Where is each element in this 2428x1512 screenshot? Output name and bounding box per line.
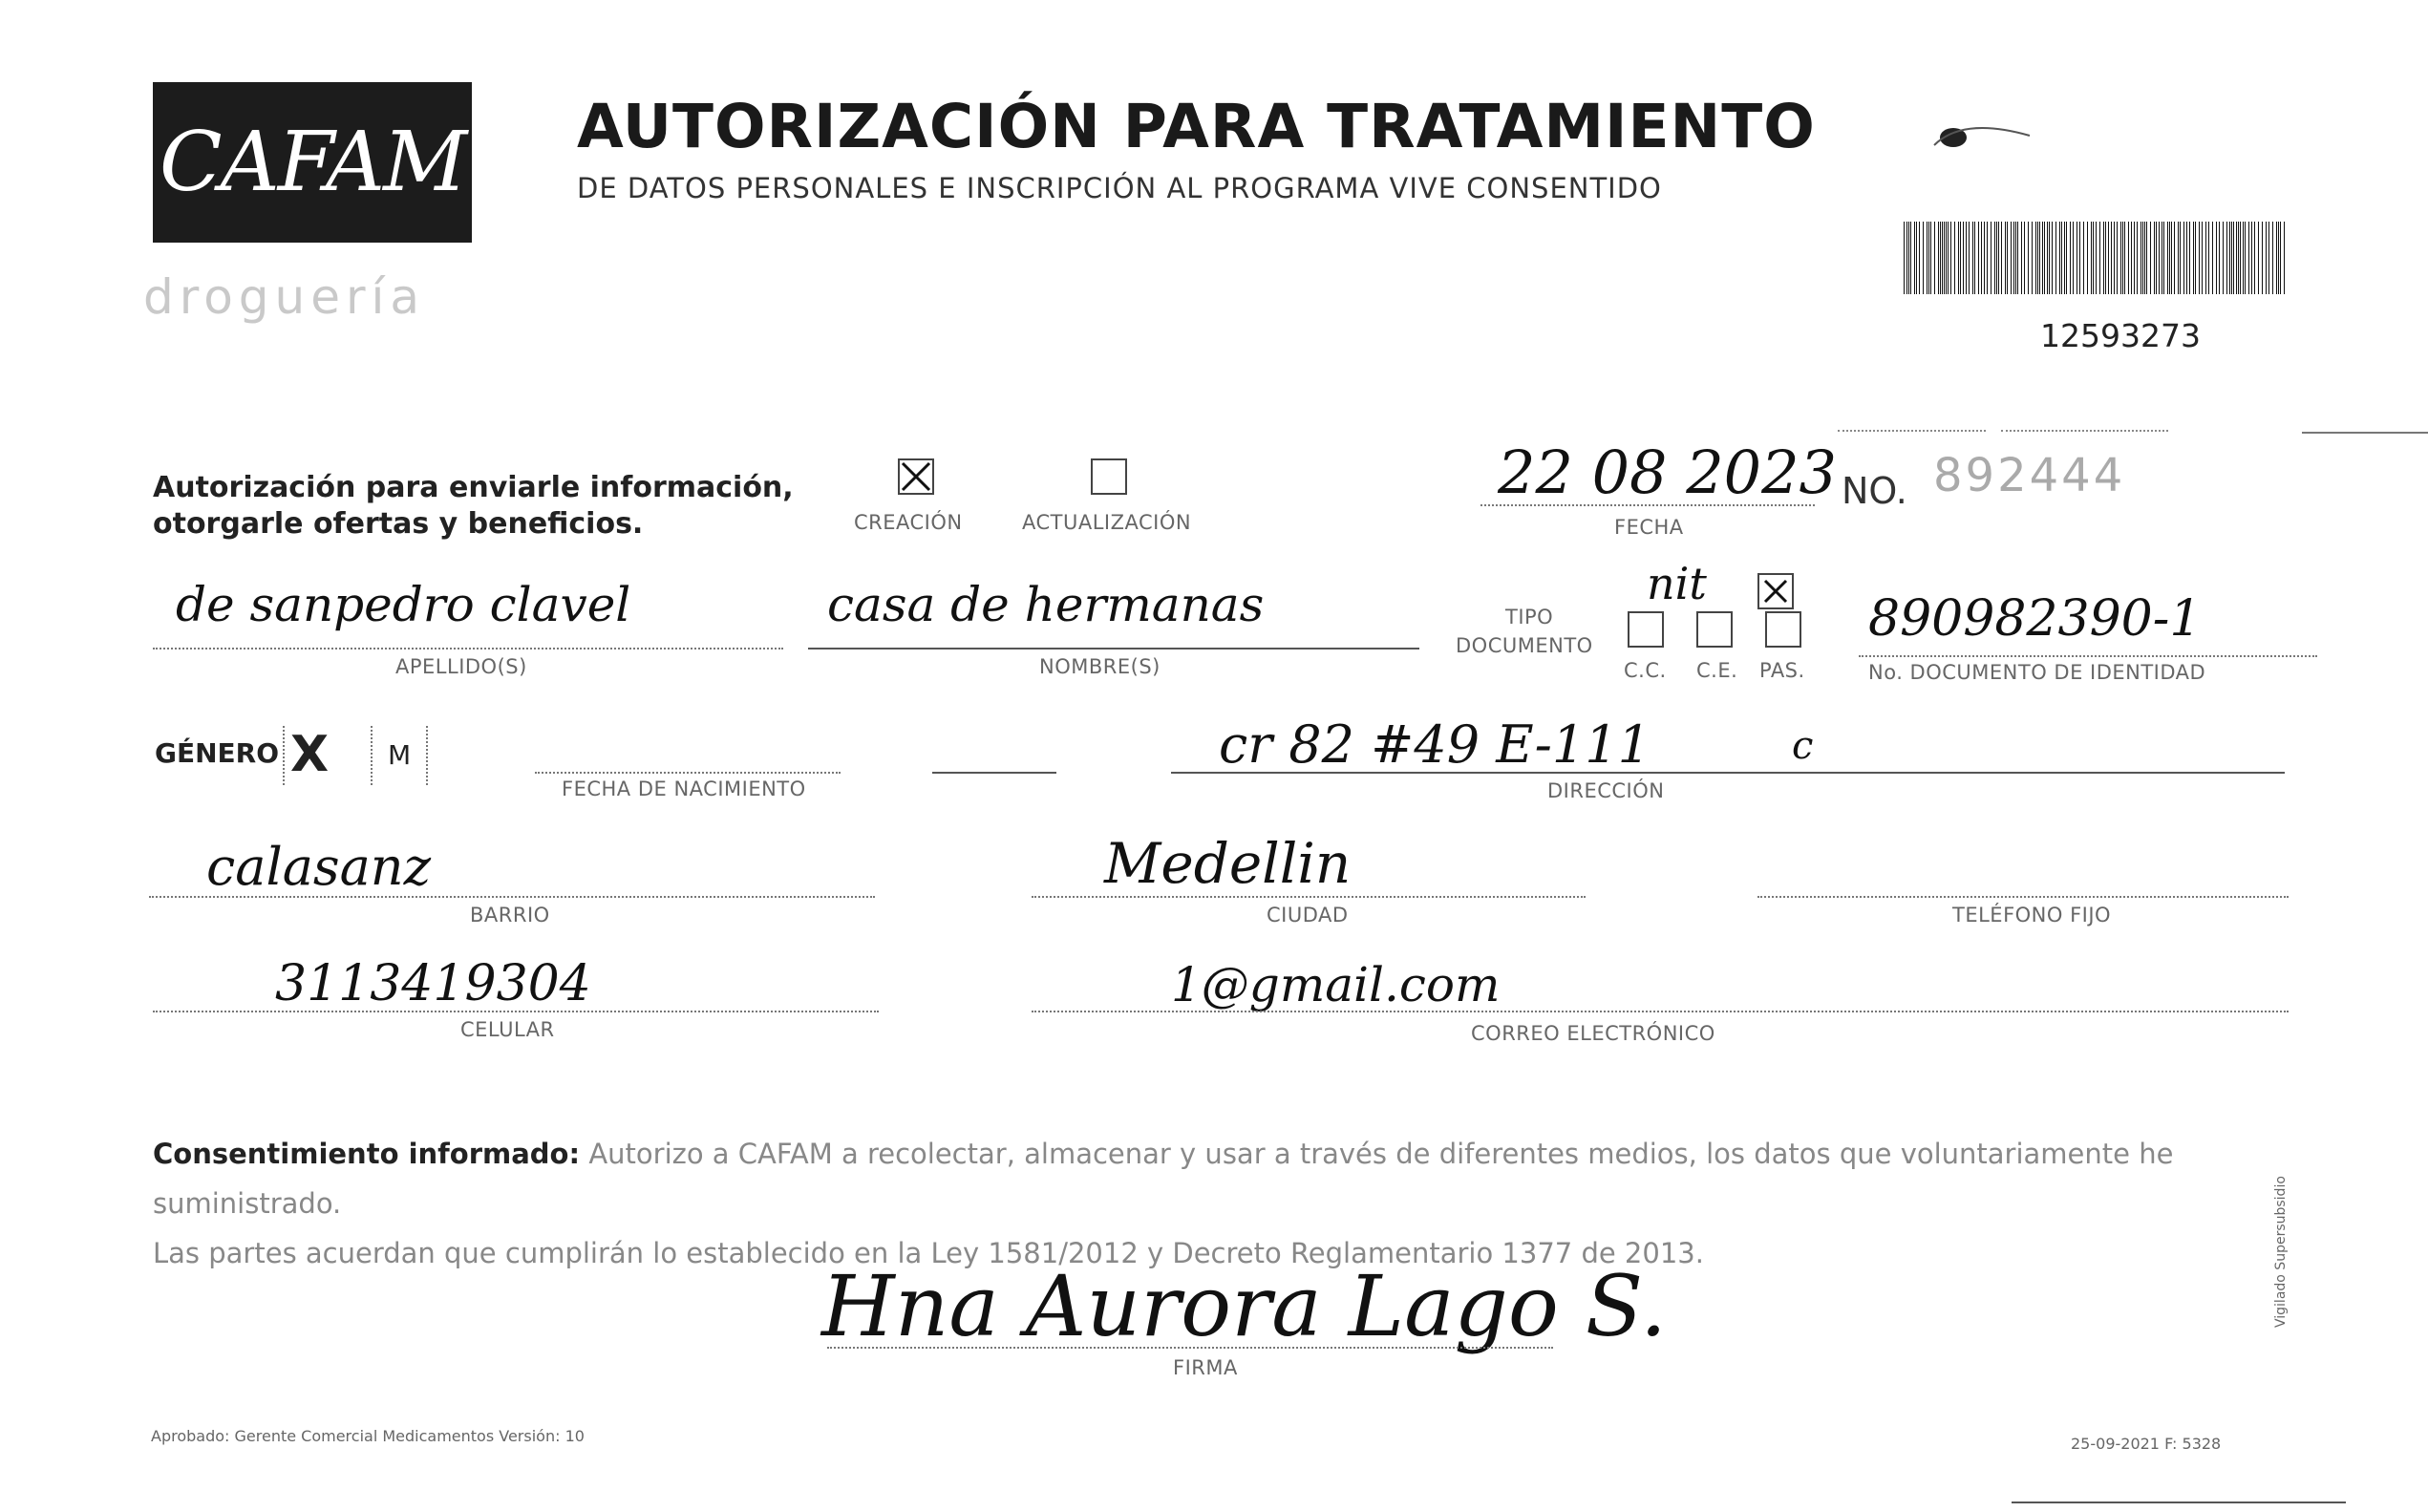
barrio-value[interactable]: calasanz <box>206 837 432 897</box>
signature: Hna Aurora Lago S. <box>821 1257 1667 1355</box>
cc-label: C.C. <box>1624 659 1667 682</box>
apellidos-label: APELLIDO(S) <box>395 655 527 678</box>
address-extra: c <box>1792 724 1814 768</box>
actualizacion-label: ACTUALIZACIÓN <box>1022 511 1192 534</box>
eye-logo-icon <box>1925 117 2039 159</box>
barcode-number: 12593273 <box>2040 317 2201 354</box>
address-label: DIRECCIÓN <box>1547 779 1665 802</box>
documento-label: DOCUMENTO <box>1456 634 1593 657</box>
nit-checkbox[interactable] <box>1757 573 1794 609</box>
genero-m-label[interactable]: M <box>388 739 412 771</box>
ciudad-value[interactable]: Medellin <box>1104 831 1352 896</box>
apellidos-value[interactable]: de sanpedro clavel <box>176 577 631 632</box>
cc-checkbox[interactable] <box>1628 611 1664 648</box>
authorization-text <box>153 470 794 543</box>
birth-date-label: FECHA DE NACIMIENTO <box>562 777 806 800</box>
date-value[interactable]: 22 08 2023 <box>1498 437 1837 507</box>
actualizacion-checkbox[interactable] <box>1091 458 1127 495</box>
authorization-line-2: otorgarle ofertas y beneficios. <box>153 507 644 541</box>
consent-line-1 <box>153 1129 2292 1228</box>
consent-heading: Consentimiento informado: <box>153 1138 581 1170</box>
ce-checkbox[interactable] <box>1696 611 1733 648</box>
vertical-footer-text: Vigilado Supersubsidio <box>2273 1176 2289 1328</box>
email-label: CORREO ELECTRÓNICO <box>1471 1022 1715 1045</box>
faint-brand-text: droguería <box>143 269 426 325</box>
barcode <box>1904 222 2288 294</box>
pas-label: PAS. <box>1759 659 1805 682</box>
cafam-logo <box>153 82 472 243</box>
page-title: AUTORIZACIÓN PARA TRATAMIENTO <box>577 92 1816 161</box>
page-subtitle: DE DATOS PERSONALES E INSCRIPCIÓN AL PROGRAMA VIVE CONSENTIDO <box>577 172 1662 204</box>
consent-block <box>153 1129 2292 1278</box>
ciudad-label: CIUDAD <box>1267 904 1349 926</box>
creacion-checkbox[interactable] <box>898 458 934 495</box>
document-number-label: No. DOCUMENTO DE IDENTIDAD <box>1868 661 2206 684</box>
ce-label: C.E. <box>1696 659 1738 682</box>
address-value[interactable]: cr 82 #49 E-111 <box>1219 714 1651 775</box>
creacion-label: CREACIÓN <box>854 511 963 534</box>
signature-label: FIRMA <box>1173 1356 1238 1379</box>
celular-value[interactable]: 3113419304 <box>275 955 591 1012</box>
telefono-label: TELÉFONO FIJO <box>1952 904 2112 926</box>
logo-text: CAFAM <box>159 115 466 210</box>
consent-text-2: Las partes acuerdan que cumplirán lo establecido en la Ley 1581/2012 y Decreto Reglamentario 1377 de 2013. <box>153 1237 1704 1269</box>
genero-f-mark[interactable]: X <box>290 726 330 783</box>
barrio-label: BARRIO <box>470 904 550 926</box>
nombres-label: NOMBRE(S) <box>1039 655 1161 678</box>
document-number-value[interactable]: 890982390-1 <box>1868 590 2202 648</box>
genero-label: GÉNERO <box>155 737 280 769</box>
no-label: NO. <box>1842 470 1907 512</box>
form-number: 892444 <box>1933 449 2126 502</box>
authorization-line-1: Autorización para enviarle información, <box>153 471 794 504</box>
celular-label: CELULAR <box>460 1018 555 1041</box>
nombres-value[interactable]: casa de hermanas <box>827 577 1265 632</box>
tipo-label: TIPO <box>1505 606 1554 628</box>
pas-checkbox[interactable] <box>1765 611 1801 648</box>
date-label: FECHA <box>1614 516 1684 539</box>
approved-footer: Aprobado: Gerente Comercial Medicamentos Versión: 10 <box>151 1427 585 1445</box>
email-value[interactable]: 1@gmail.com <box>1171 957 1501 1012</box>
consent-text-1: Autorizo a CAFAM a recolectar, almacenar y usar a través de diferentes medios, los datos que voluntariamente he suministrado. <box>153 1138 2174 1220</box>
nit-handwritten: nit <box>1647 558 1707 609</box>
date-code-footer: 25-09-2021 F: 5328 <box>2071 1435 2222 1453</box>
